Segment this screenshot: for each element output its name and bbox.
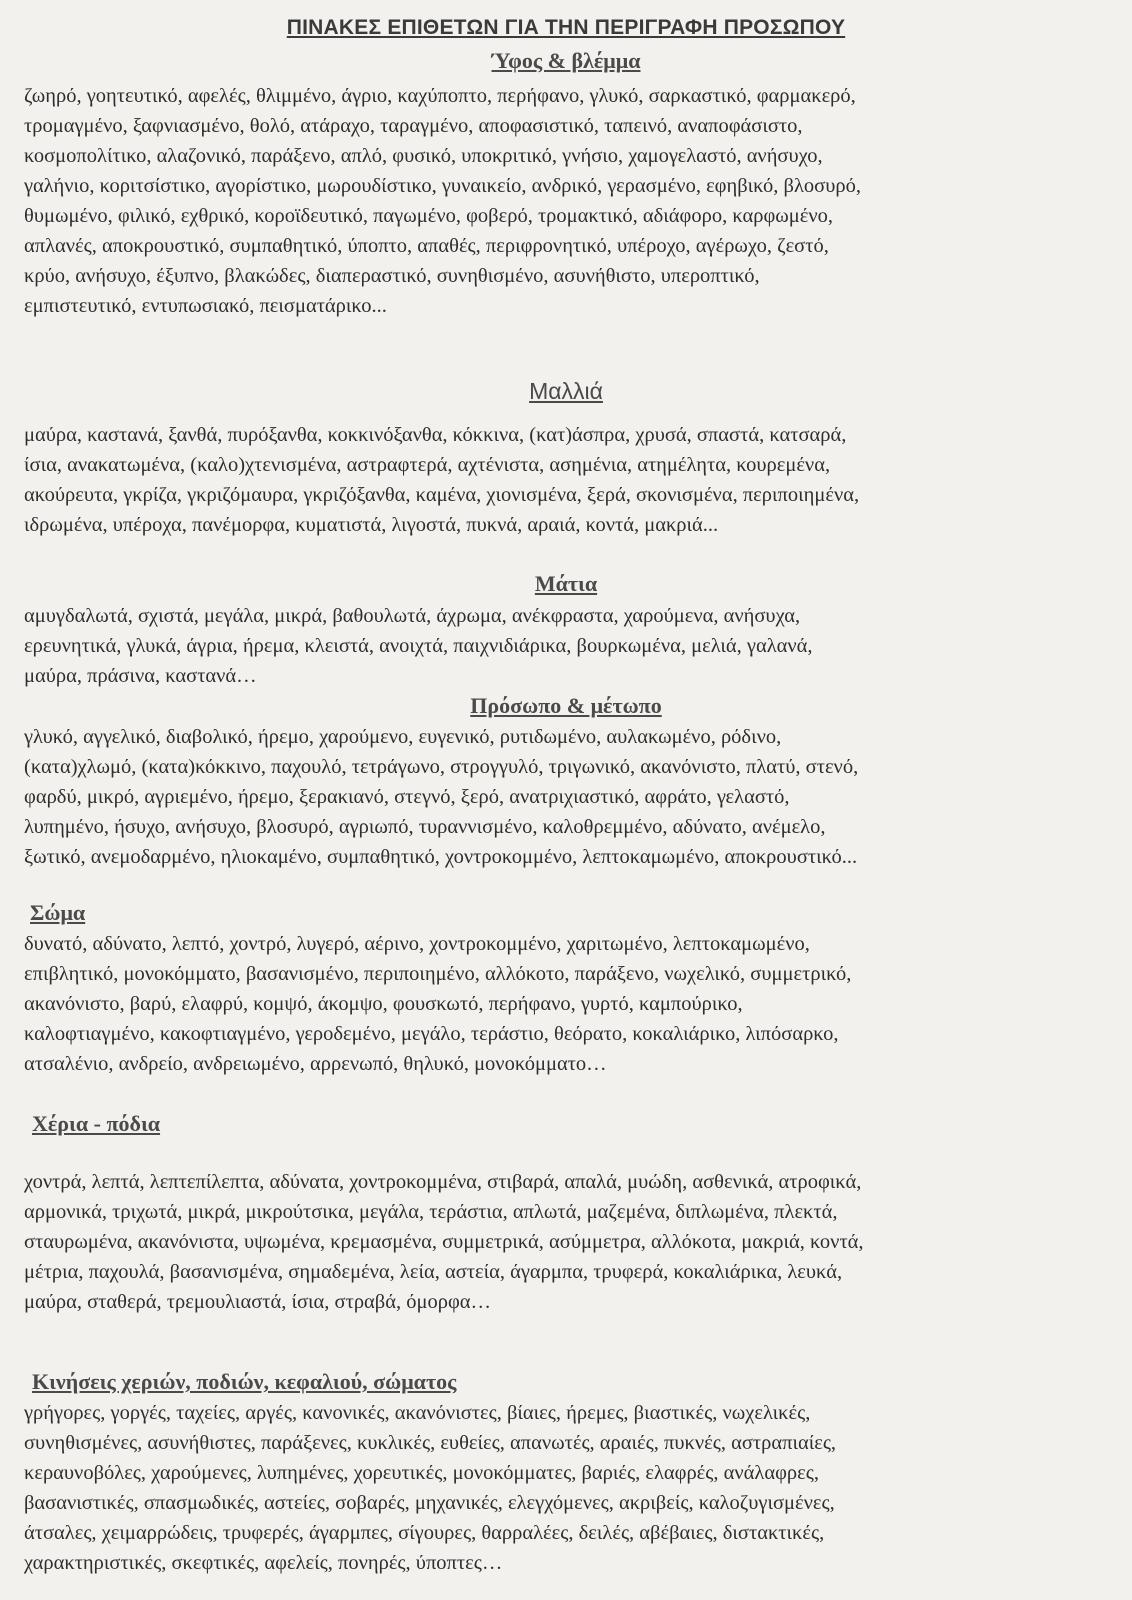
text-line: δυνατό, αδύνατο, λεπτό, χοντρό, λυγερό, αέρινο, χοντροκομμένο, χαριτωμένο, λεπτοκαμωμένο,	[24, 933, 810, 955]
text-line: ζωηρό, γοητευτικό, αφελές, θλιμμένο, άγριο, καχύποπτο, περήφανο, γλυκό, σαρκαστικό, φαρμακερό,	[24, 85, 856, 107]
list-body	[24, 929, 851, 1079]
text-line: απλανές, αποκρουστικό, συμπαθητικό, ύποπτο, απαθές, περιφρονητικό, υπέροχο, αγέρωχο, ζεστό,	[24, 235, 829, 257]
text-line: μαύρα, πράσινα, καστανά…	[24, 665, 257, 687]
text-line: μαύρα, σταθερά, τρεμουλιαστά, ίσια, στραβά, όμορφα…	[24, 1291, 492, 1313]
text-line: ερευνητικά, γλυκά, άγρια, ήρεμα, κλειστά, ανοιχτά, παιχνιδιάρικα, βουρκωμένα, μελιά, γαλανά,	[24, 635, 813, 657]
text-line: χοντρά, λεπτά, λεπτεπίλεπτα, αδύνατα, χοντροκομμένα, στιβαρά, απαλά, μυώδη, ασθενικά, ατροφικά,	[24, 1171, 862, 1193]
text-line: ατσαλένιο, ανδρείο, ανδρειωμένο, αρρενωπό, θηλυκό, μονοκόμματο…	[24, 1053, 607, 1075]
text-line: βασανιστικές, σπασμωδικές, αστείες, σοβαρές, μηχανικές, ελεγχόμενες, ακριβείς, καλοζυγισμένες,	[24, 1492, 835, 1514]
text-line: ακανόνιστο, βαρύ, ελαφρύ, κομψό, άκομψο, φουσκωτό, περήφανο, γυρτό, καμπούρικο,	[24, 993, 743, 1015]
heading-hands-feet: Χέρια - πόδια	[32, 1111, 161, 1136]
text-line: σταυρωμένα, ακανόνιστα, υψωμένα, κρεμασμένα, συμμετρικά, ασύμμετρα, αλλόκοτα, μακριά, κοντά,	[24, 1231, 864, 1253]
text-line: μέτρια, παχουλά, βασανισμένα, σημαδεμένα, λεία, αστεία, άγαρμπα, τρυφερά, κοκαλιάρικα, λευκά,	[24, 1261, 843, 1283]
text-line: γρήγορες, γοργές, ταχείες, αργές, κανονικές, ακανόνιστες, βίαιες, ήρεμες, βιαστικές, νωχελικές,	[24, 1402, 811, 1424]
heading-eyes: Μάτια	[534, 571, 598, 596]
page-title: ΠΙΝΑΚΕΣ ΕΠΙΘΕΤΩΝ ΓΙΑ ΤΗΝ ΠΕΡΙΓΡΑΦΗ ΠΡΟΣΩΠΟΥ	[286, 16, 846, 39]
text-line: γλυκό, αγγελικό, διαβολικό, ήρεμο, χαρούμενο, ευγενικό, ρυτιδωμένο, αυλακωμένο, ρόδινο,	[24, 726, 782, 748]
text-line: θυμωμένο, φιλικό, εχθρικό, κοροϊδευτικό, παγωμένο, φοβερό, τρομακτικό, αδιάφορο, καρφωμένο,	[24, 205, 834, 227]
text-line: κοσμοπολίτικο, αλαζονικό, παράξενο, απλό, φυσικό, υποκριτικό, γνήσιο, χαμογελαστό, ανήσυχο,	[24, 145, 823, 167]
text-line: ιδρωμένα, υπέροχα, πανέμορφα, κυματιστά, λιγοστά, πυκνά, αραιά, κοντά, μακριά...	[24, 514, 719, 536]
heading-movements: Κινήσεις χεριών, ποδιών, κεφαλιού, σώματος	[32, 1369, 457, 1394]
list-movements	[24, 1398, 836, 1578]
heading-face-and-forehead: Πρόσωπο & μέτωπο	[470, 693, 662, 718]
list-hands-feet	[24, 1167, 864, 1317]
text-line: άτσαλες, χειμαρρώδεις, τρυφερές, άγαρμπες, σίγουρες, θαρραλέες, δειλές, αβέβαιες, διστακτικές,	[24, 1522, 825, 1544]
text-line: μαύρα, καστανά, ξανθά, πυρόξανθα, κοκκινόξανθα, κόκκινα, (κατ)άσπρα, χρυσά, σπαστά, κατσαρά,	[24, 424, 847, 446]
list-face-and-forehead	[24, 722, 858, 872]
text-line: καλοφτιαγμένο, κακοφτιαγμένο, γεροδεμένο, μεγάλο, τεράστιο, θεόρατο, κοκαλιάρικο, λιπόσαρκο,	[24, 1023, 839, 1045]
text-line: γαλήνιο, κοριτσίστικο, αγορίστικο, μωρουδίστικο, γυναικείο, ανδρικό, γερασμένο, εφηβικό, βλοσυρό,	[24, 175, 861, 197]
text-line: τρομαγμένο, ξαφνιασμένο, θολό, ατάραχο, ταραγμένο, αποφασιστικό, ταπεινό, αναποφάσιστο,	[24, 115, 803, 137]
list-eyes	[24, 601, 813, 691]
heading-body: Σώμα	[30, 900, 86, 925]
text-line: (κατα)χλωμό, (κατα)κόκκινο, παχουλό, τετράγωνο, στρογγυλό, τριγωνικό, ακανόνιστο, πλατύ, στενό,	[24, 756, 859, 778]
text-line: ξωτικό, ανεμοδαρμένο, ηλιοκαμένο, συμπαθητικό, χοντροκομμένο, λεπτοκαμωμένο, αποκρουστικό...	[24, 846, 858, 868]
list-hair	[24, 420, 859, 540]
text-line: λυπημένο, ήσυχο, ανήσυχο, βλοσυρό, αγριωπό, τυραννισμένο, καλοθρεμμένο, αδύνατο, ανέμελο,	[24, 816, 826, 838]
text-line: εμπιστευτικό, εντυπωσιακό, πεισματάρικο...	[24, 295, 387, 317]
text-line: κρύο, ανήσυχο, έξυπνο, βλακώδες, διαπεραστικό, συνηθισμένο, ασυνήθιστο, υπεροπτικό,	[24, 265, 760, 287]
heading-hair: Μαλλιά	[529, 378, 603, 404]
list-style-and-gaze	[24, 81, 861, 321]
text-line: αμυγδαλωτά, σχιστά, μεγάλα, μικρά, βαθουλωτά, άχρωμα, ανέκφραστα, χαρούμενα, ανήσυχα,	[24, 605, 801, 627]
text-line: επιβλητικό, μονοκόμματο, βασανισμένο, περιποιημένο, αλλόκοτο, παράξενο, νωχελικό, συμμετρικό,	[24, 963, 852, 985]
text-line: συνηθισμένες, ασυνήθιστες, παράξενες, κυκλικές, ευθείες, απανωτές, αραιές, πυκνές, αστραπιαίες,	[24, 1432, 837, 1454]
text-line: αρμονικά, τριχωτά, μικρά, μικρούτσικα, μεγάλα, τεράστια, απλωτά, μαζεμένα, διπλωμένα, πλεκτά,	[24, 1201, 838, 1223]
text-line: ίσια, ανακατωμένα, (καλο)χτενισμένα, αστραφτερά, αχτένιστα, ασημένια, ατημέλητα, κουρεμένα,	[24, 454, 831, 476]
text-line: κεραυνοβόλες, χαρούμενες, λυπημένες, χορευτικές, μονοκόμματες, βαριές, ελαφρές, ανάλαφρες,	[24, 1462, 820, 1484]
heading-style-and-gaze: Ύφος & βλέμμα	[491, 48, 641, 73]
text-line: χαρακτηριστικές, σκεφτικές, αφελείς, πονηρές, ύποπτες…	[24, 1552, 503, 1574]
text-line: φαρδύ, μικρό, αγριεμένο, ήρεμο, ξερακιανό, στεγνό, ξερό, ανατριχιαστικό, αφράτο, γελαστό,	[24, 786, 790, 808]
text-line: ακούρευτα, γκρίζα, γκριζόμαυρα, γκριζόξανθα, καμένα, χιονισμένα, ξερά, σκονισμένα, περιποιημένα,	[24, 484, 860, 506]
